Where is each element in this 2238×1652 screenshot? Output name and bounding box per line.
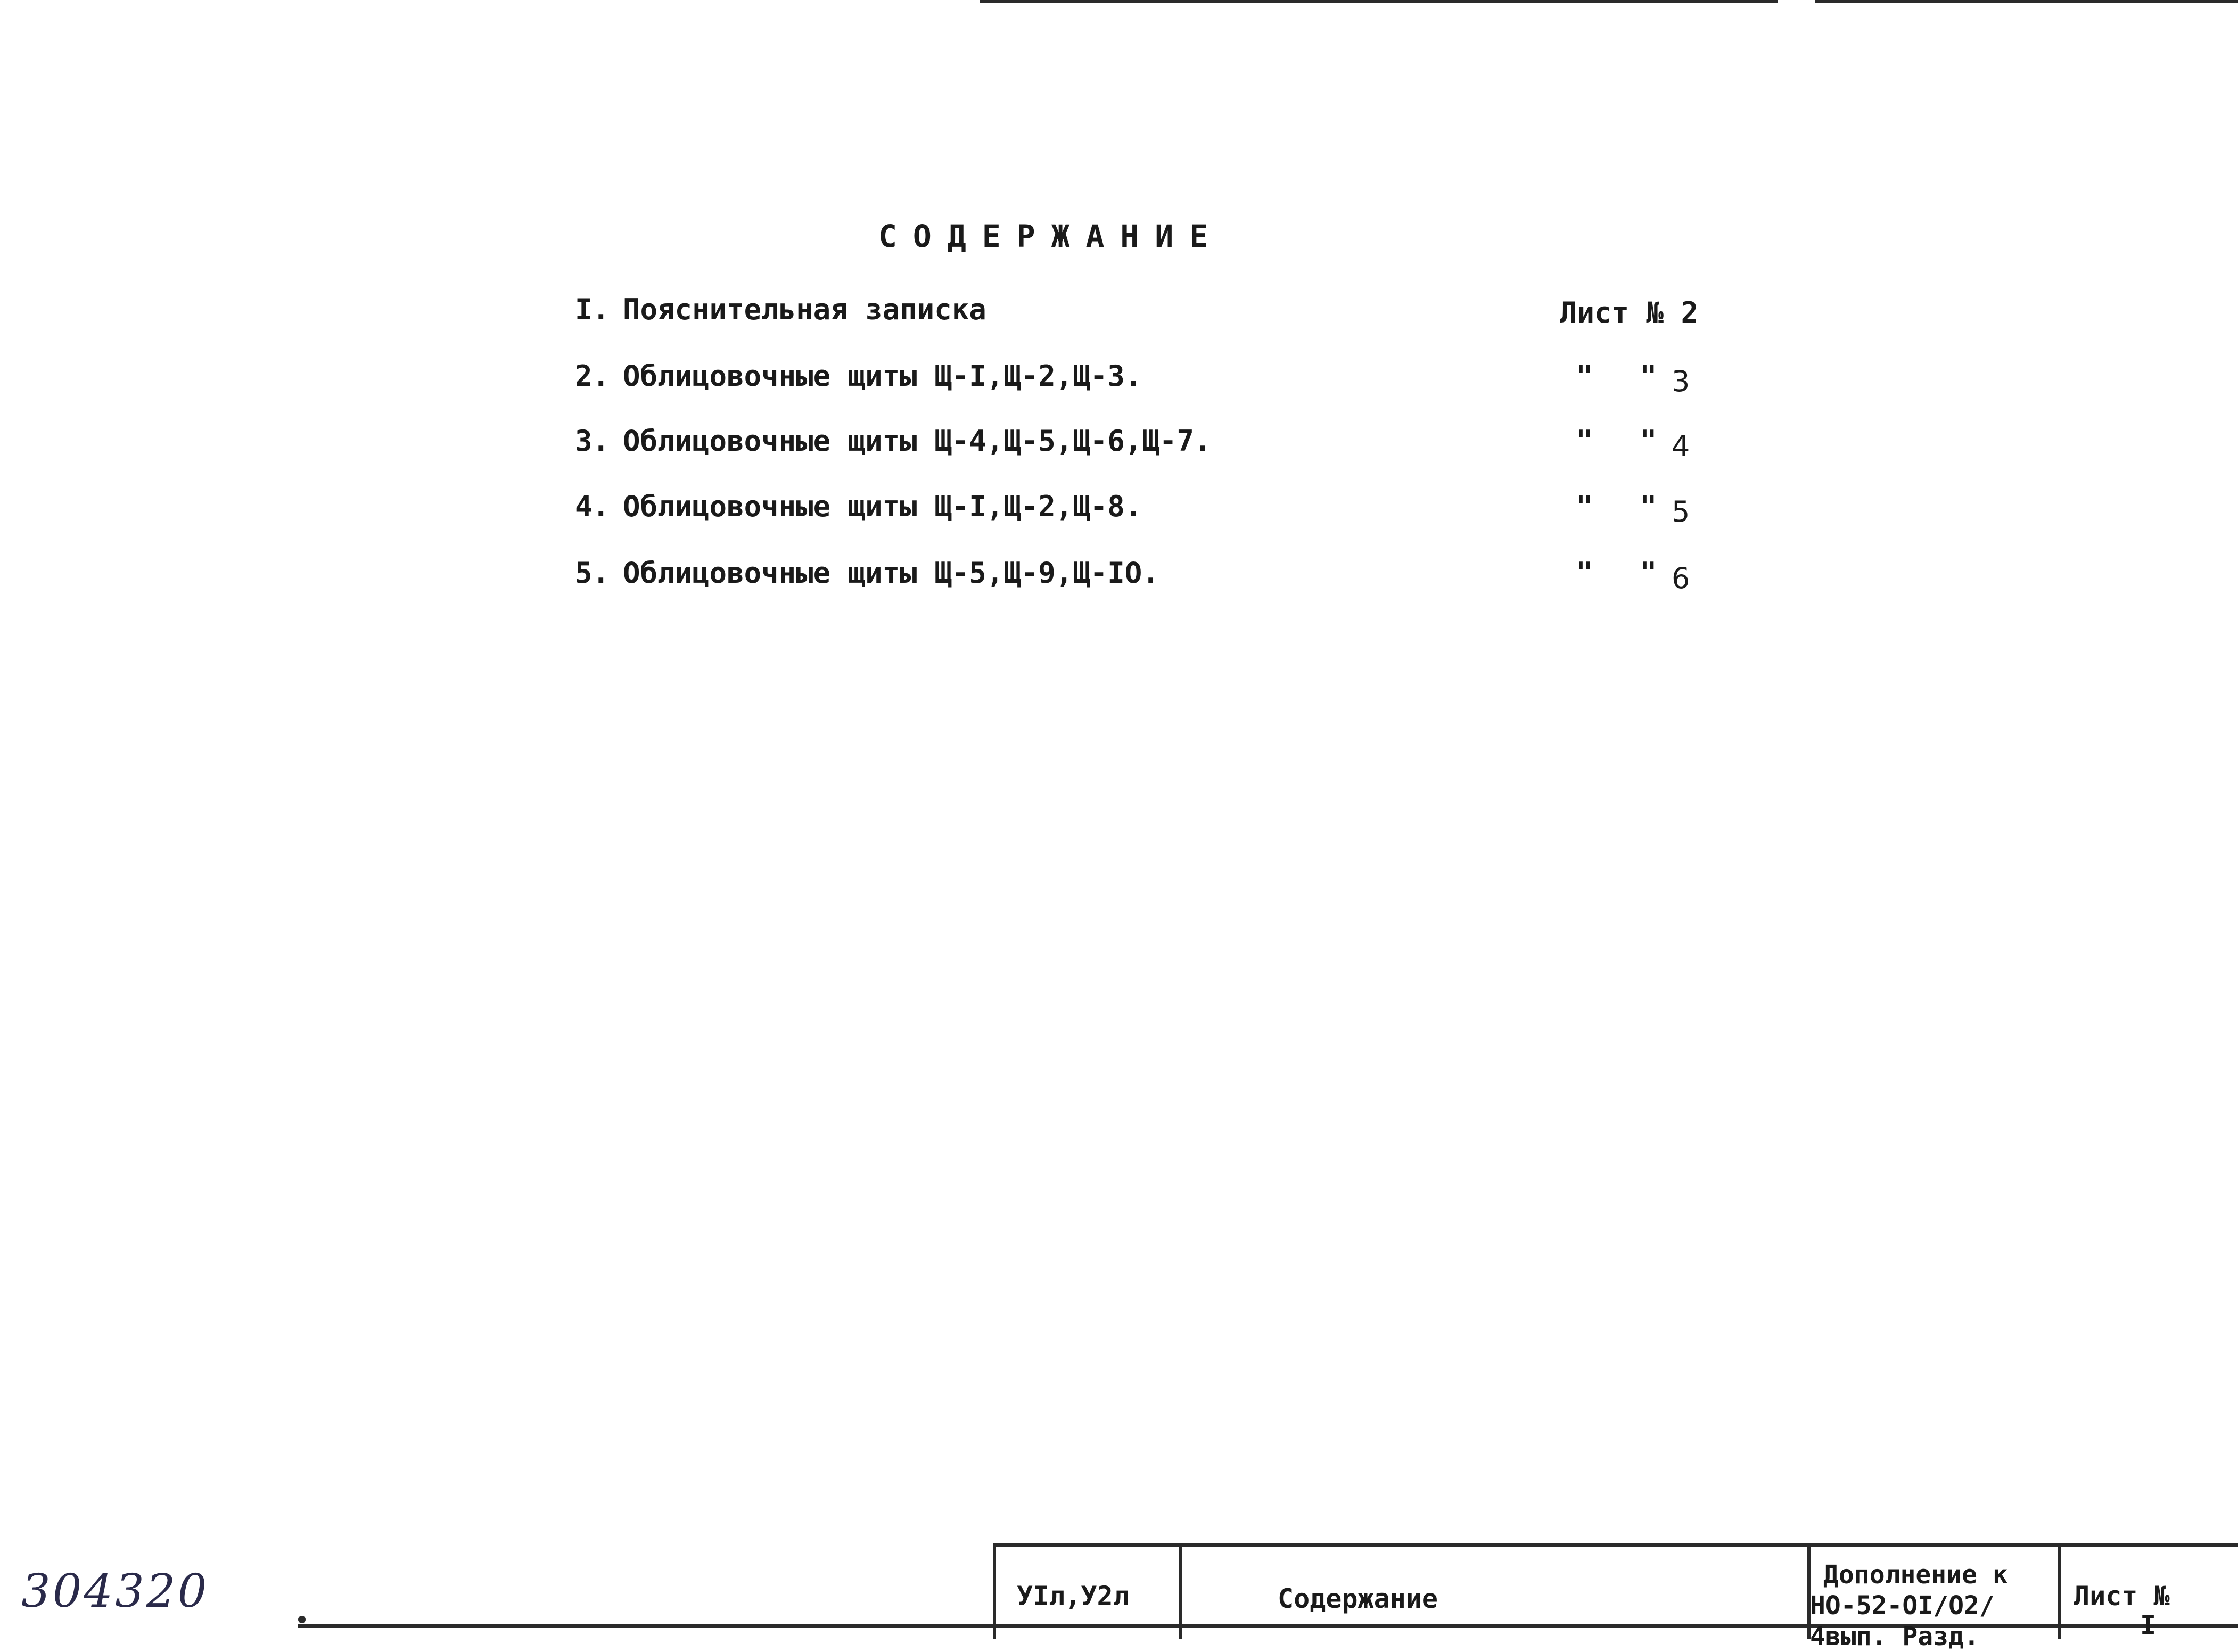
toc-number: 4. [575, 490, 610, 523]
toc-sheet-number: 5 [1672, 495, 1690, 528]
ditto-mark: " [1576, 490, 1593, 523]
toc-text: Пояснительная записка [623, 293, 986, 326]
ditto-mark: " [1576, 359, 1593, 393]
toc-number: 5. [575, 556, 610, 590]
toc-item-2 [575, 359, 1704, 407]
toc-sheet-number: 4 [1672, 429, 1690, 463]
toc-number: 2. [575, 359, 610, 393]
title-block-doc-line1: Дополнение к [1823, 1560, 2008, 1590]
title-block-divider [993, 1543, 996, 1639]
toc-text: Облицовочные щиты Щ-5,Щ-9,Щ-IO. [623, 556, 1159, 590]
toc-number: 3. [575, 424, 610, 458]
ditto-mark: " [1576, 556, 1593, 590]
ink-dot [298, 1616, 306, 1623]
title-block-sheet-value: I [2140, 1610, 2157, 1641]
ditto-mark: " [1640, 359, 1657, 393]
toc-sheet-number: 6 [1672, 561, 1690, 595]
ditto-mark: " [1640, 424, 1657, 458]
toc-text: Облицовочные щиты Щ-I,Щ-2,Щ-8. [623, 490, 1142, 523]
toc-text: Облицовочные щиты Щ-I,Щ-2,Щ-3. [623, 359, 1142, 393]
toc-number: I. [575, 293, 610, 326]
title-block-divider [2058, 1543, 2061, 1639]
top-border-line [980, 0, 1778, 3]
toc-item-5 [575, 556, 1704, 604]
toc-text: Облицовочные щиты Щ-4,Щ-5,Щ-6,Щ-7. [623, 424, 1212, 458]
top-border-line-right [1815, 0, 2238, 3]
toc-item-3 [575, 424, 1704, 472]
title-block-code: УIл,У2л [1017, 1581, 1129, 1612]
title-block-sheet-label: Лист № [2074, 1581, 2170, 1612]
toc-sheet-label: Лист № 2 [1560, 296, 1699, 329]
title-block-doc-line3: 4вып. Разд. [1810, 1622, 1979, 1651]
title-block-divider [1179, 1543, 1182, 1639]
title-block-name: Содержание [1278, 1583, 1438, 1614]
handwritten-inventory-number: 304320 [21, 1565, 209, 1618]
toc-sheet-number: 3 [1672, 365, 1690, 398]
toc-item-4 [575, 490, 1704, 538]
ditto-mark: " [1640, 490, 1657, 523]
ditto-mark: " [1640, 556, 1657, 590]
toc-item-1 [575, 293, 1704, 341]
title-block-doc-line2: НО-52-OI/O2/ [1810, 1591, 1995, 1621]
page-title: СОДЕРЖАНИЕ [878, 218, 1224, 254]
ditto-mark: " [1576, 424, 1593, 458]
